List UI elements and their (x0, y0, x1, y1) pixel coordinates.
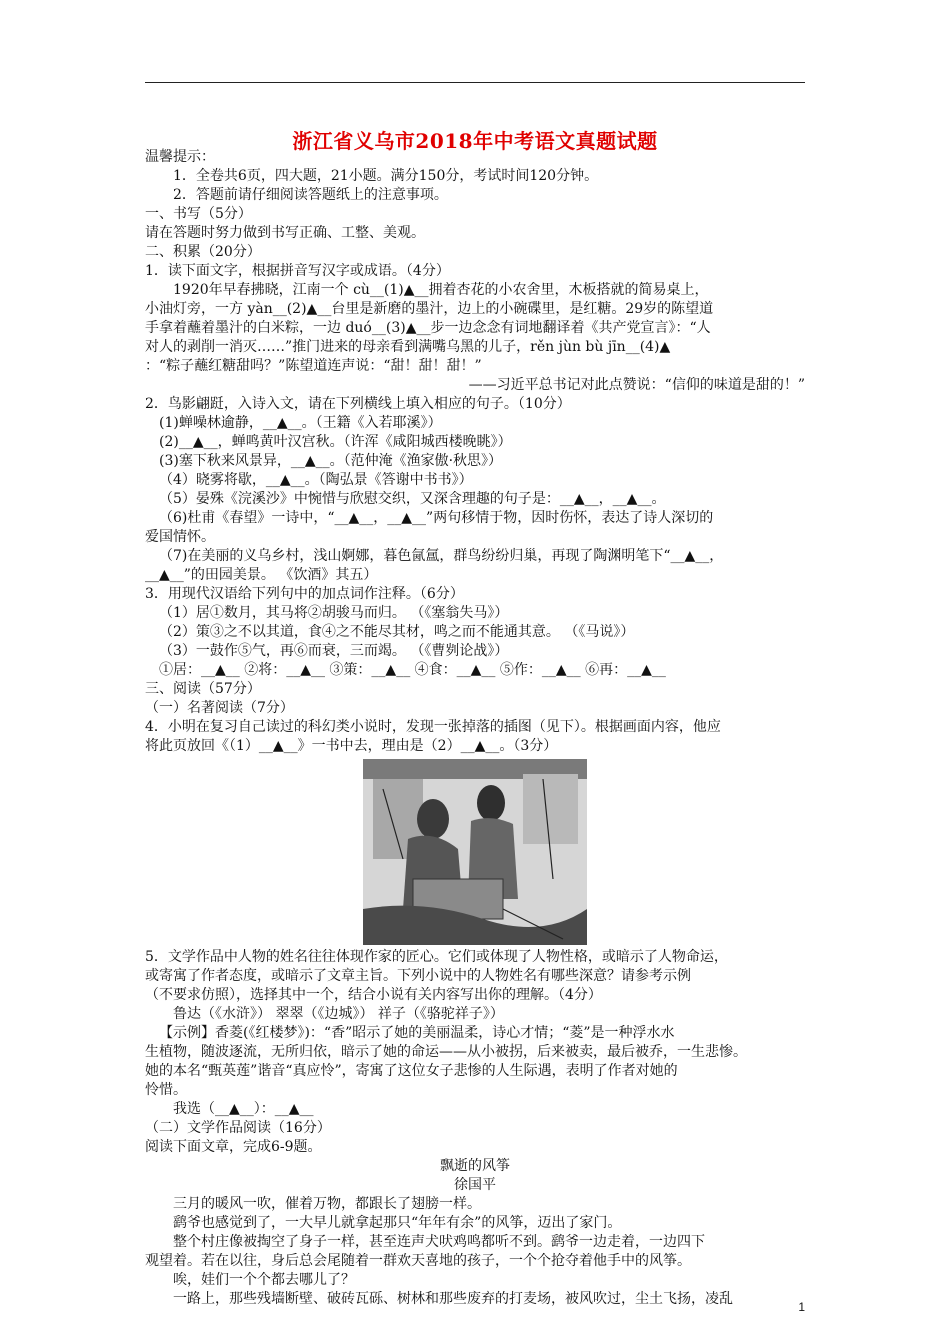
question-line: 3．用现代汉语给下列句中的加点词作注释。（6分） (145, 586, 464, 602)
text-line: （7)在美丽的义乌乡村，浅山婀娜，暮色氤氲，群鸟纷纷归巢，再现了陶渊明笔下“__▲__， (159, 548, 724, 564)
header-rule (145, 82, 805, 83)
text-line: 三月的暖风一吹，催着万物，都跟长了翅膀一样。 (173, 1196, 481, 1212)
text-line: 或寄寓了作者态度，或暗示了文章主旨。下列小说中的人物姓名有哪些深意？请参考示例 (145, 968, 691, 984)
question-line: 4．小明在复习自己读过的科幻类小说时，发现一张掉落的插图（见下）。根据画面内容，他应 (145, 719, 721, 735)
illustration-image (363, 759, 587, 945)
article-author: 徐国平 (454, 1177, 496, 1193)
text-line: (3)塞下秋来风景异，__▲__。（范仲淹《渔家傲·秋思》） (159, 453, 503, 469)
text-line: （5）晏殊《浣溪沙》中惋惜与欣慰交织，又深含理趣的句子是：__▲__，__▲__。 (159, 491, 666, 507)
text-line: 温馨提示： (145, 149, 215, 165)
text-line: 手拿着蘸着墨汁的白米粽，一边 duó__(3)▲__步一边念念有词地翻译着《共产党宣言》：“人 (145, 320, 711, 336)
text-line: 【示例】香菱(《红楼梦》)：“香”昭示了她的美丽温柔，诗心才情；“菱”是一种浮水水 (159, 1025, 675, 1041)
text-line: 生植物，随波逐流，无所归依，暗示了她的命运——从小被拐，后来被卖，最后被乔，一生悲惨。 (145, 1044, 747, 1060)
text-line: 唉，娃们一个个都去哪儿了？ (173, 1272, 355, 1288)
text-line: ：“粽子蘸红糖甜吗？”陈望道连声说：“甜！甜！甜！” (145, 358, 482, 374)
text-line: （3）一鼓作⑤气，再⑥而衰，三而竭。 （《曹刿论战》） (159, 643, 509, 659)
text-line: 观望着。若在以往，身后总会尾随着一群欢天喜地的孩子，一个个抢夺着他手中的风筝。 (145, 1253, 691, 1269)
answer-blanks-line: 我选（__▲__）：__▲__ (173, 1101, 314, 1117)
text-line: 小油灯旁，一方 yàn__(2)▲__台里是新磨的墨汁，边上的小碗碟里，是红糖。29岁的陈望道 (145, 301, 714, 317)
answer-blanks-line: ①居：__▲__ ②将：__▲__ ③策：__▲__ ④食：__▲__ ⑤作：__▲__ ⑥再：__▲__ (159, 662, 666, 678)
section-heading: 三、阅读（57分） (145, 681, 261, 697)
page-number: 1 (798, 1300, 805, 1314)
text-line: （6)杜甫《春望》一诗中，“__▲__，__▲__”两句移情于物，因时伤怀，表达了诗人深切的 (159, 510, 714, 526)
text-line: 一路上，那些残墙断壁、破砖瓦砾、树林和那些废弃的打麦场，被风吹过，尘土飞扬，凌乱 (173, 1291, 733, 1307)
text-line: 她的本名“甄英莲”谐音“真应怜”，寄寓了这位女子悲惨的人生际遇，表明了作者对她的 (145, 1063, 678, 1079)
text-line: （2）策③之不以其道，食④之不能尽其材，鸣之而不能通其意。 （《马说》） (159, 624, 635, 640)
text-line: （4）晓雾将歇，__▲__。（陶弘景《答谢中书书》） (159, 472, 473, 488)
text-line: 整个村庄像被掏空了身子一样，甚至连声犬吠鸡鸣都听不到。鹞爷一边走着，一边四下 (173, 1234, 705, 1250)
section-heading: 一、书写（5分） (145, 206, 252, 222)
text-line: （1）居①数月，其马将②胡骏马而归。 （《塞翁失马》） (159, 605, 509, 621)
text-line: 1．全卷共6页，四大题，21小题。满分150分，考试时间120分钟。 (173, 168, 599, 184)
text-line: 爱国情怀。 (145, 529, 215, 545)
text-line: （不要求仿照），选择其中一个，结合小说有关内容写出你的理解。（4分） (145, 987, 602, 1003)
document-body (145, 148, 805, 1309)
text-line: 鲁达（《水浒》） 翠翠（《边城》） 祥子（《骆驼祥子》） (173, 1006, 504, 1022)
question-line: 2．鸟影翩跹，入诗入文，请在下列横线上填入相应的句子。（10分） (145, 396, 571, 412)
text-line: 2．答题前请仔细阅读答题纸上的注意事项。 (173, 187, 448, 203)
text-line: 阅读下面文章，完成6-9题。 (145, 1139, 322, 1155)
article-title: 飘逝的风筝 (440, 1158, 510, 1174)
text-line: 怜惜。 (145, 1082, 187, 1098)
section-heading: （一）名著阅读（7分） (145, 700, 294, 716)
text-line: 将此页放回《（1）__▲__》一书中去，理由是（2）__▲__。（3分） (145, 738, 558, 754)
text-line: 鹞爷也感觉到了，一大早儿就拿起那只“年年有余”的风筝，迈出了家门。 (173, 1215, 622, 1231)
text-line: 请在答题时努力做到书写正确、工整、美观。 (145, 225, 425, 241)
question-line: 5．文学作品中人物的姓名往往体现作家的匠心。它们或体现了人物性格，或暗示了人物命运， (145, 949, 728, 965)
question-line: 1．读下面文字，根据拼音写汉字或成语。（4分） (145, 263, 450, 279)
page-title: 浙江省义乌市2018年中考语文真题试题 (292, 129, 658, 153)
quote-attribution: ——习近平总书记对此点赞说：“信仰的味道是甜的！” (468, 377, 805, 393)
text-line: (1)蝉噪林逾静，__▲__。（王籍《入若耶溪》） (159, 415, 442, 431)
text-line: __▲__”的田园美景。 《饮酒》其五） (145, 567, 378, 583)
text-line: 1920年早春拂晓，江南一个 cù__(1)▲__拥着杏花的小农舍里，木板搭就的简易桌上， (173, 282, 709, 298)
section-heading: （二）文学作品阅读（16分） (145, 1120, 331, 1136)
text-line: 对人的剥削一消灭……”推门进来的母亲看到满嘴乌黑的儿子，rěn jùn bù jīn__(4)▲ (145, 339, 671, 355)
text-line: (2)__▲__，蝉鸣黄叶汉宫秋。（许浑《咸阳城西楼晚眺》） (159, 434, 512, 450)
illustration-drawing (363, 759, 587, 945)
section-heading: 二、积累（20分） (145, 244, 261, 260)
